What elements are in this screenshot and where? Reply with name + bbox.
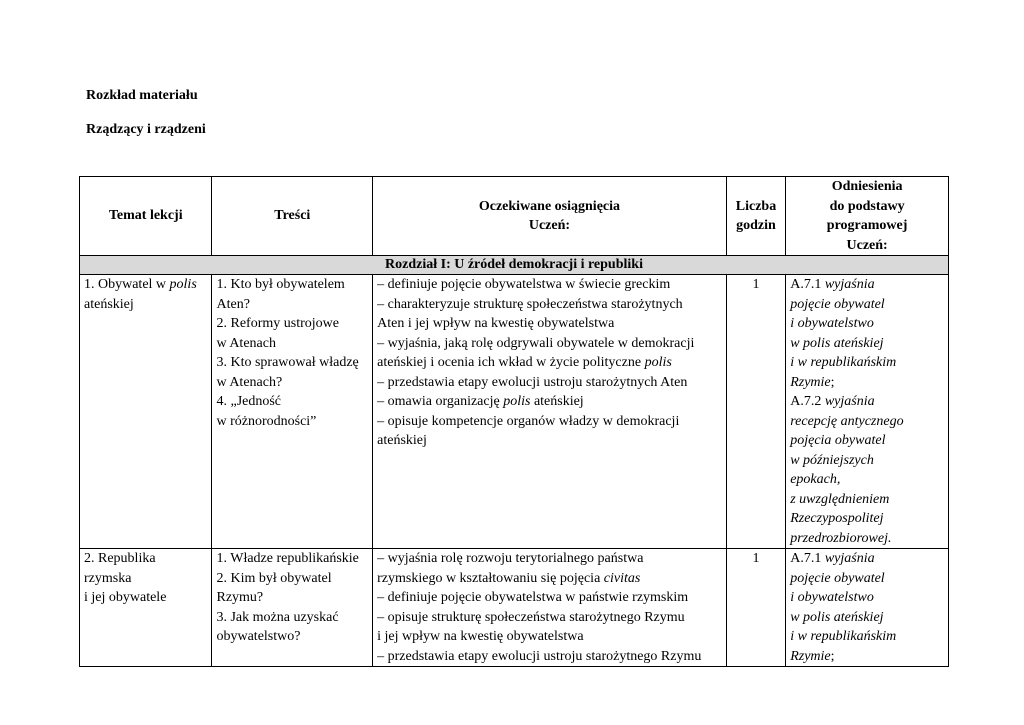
- ref-line: [790, 373, 944, 393]
- ref-line: pojęcie obywatel: [790, 570, 885, 586]
- goal-line: – opisuje kompetencje organów władzy w demokracji: [377, 413, 680, 429]
- ref-line: [790, 392, 944, 412]
- goal-line: ateńskiej: [377, 433, 427, 448]
- document-subtitle: Rządzący i rządzeni: [86, 122, 206, 137]
- goal-text-italic: polis: [503, 394, 531, 409]
- content-line: Rzymu?: [216, 590, 264, 605]
- cell-topic: [80, 549, 212, 667]
- ref-line: [790, 647, 944, 667]
- table-row: [80, 549, 949, 667]
- ref-sep: ;: [830, 374, 835, 390]
- cell-hours: 1: [726, 275, 785, 549]
- topic-line: i jej obywatele: [84, 590, 167, 605]
- ref-line: i w republikańskim: [790, 355, 897, 370]
- ref-line: w polis ateńskiej: [790, 335, 884, 351]
- header-hours-line: godzin: [736, 218, 776, 233]
- topic-line: rzymska: [84, 570, 132, 586]
- ref-line: epokach,: [790, 472, 841, 487]
- header-topic: Temat lekcji: [80, 177, 212, 256]
- cell-content: [212, 275, 373, 549]
- goal-text: ateńskiej i ocenia ich wkład w życie polityczne: [377, 355, 645, 370]
- content-line: 2. Kim był obywatel: [216, 570, 332, 586]
- header-content: Treści: [212, 177, 373, 256]
- topic-text-italic: polis: [169, 277, 197, 292]
- cell-topic: [80, 275, 212, 549]
- content-line: 1. Władze republikańskie: [216, 551, 359, 566]
- content-line: 4. „Jedność: [216, 394, 282, 409]
- table-header-row: [80, 177, 949, 256]
- header-refs-line: Uczeń:: [846, 237, 888, 253]
- cell-refs: [786, 549, 949, 667]
- ref-line: pojęcia obywatel: [790, 433, 886, 448]
- lesson-plan-table: [79, 176, 949, 667]
- content-line: w Atenach: [216, 335, 276, 351]
- goal-line: – wyjaśnia rolę rozwoju terytorialnego państwa: [377, 551, 644, 566]
- ref-line: [790, 275, 944, 295]
- ref-line: Rzeczypospolitej: [790, 511, 884, 526]
- ref-line: w późniejszych: [790, 452, 874, 468]
- cell-goals: [373, 549, 727, 667]
- goal-line: [377, 392, 722, 412]
- content-line: 2. Reformy ustrojowe: [216, 316, 339, 331]
- goal-text-italic: civitas: [603, 570, 641, 586]
- ref-sep: ;: [830, 648, 835, 664]
- goal-line: – przedstawia etapy ewolucji ustroju starożytnych Aten: [377, 374, 688, 390]
- goal-line: – wyjaśnia, jaką rolę odgrywali obywatele w demokracji: [377, 335, 695, 351]
- goal-text: rzymskiego w kształtowaniu się pojęcia: [377, 570, 604, 586]
- ref-line: z uwzględnieniem: [790, 491, 890, 507]
- ref-text: Rzymie: [790, 648, 831, 664]
- goal-line: – definiuje pojęcie obywatelstwa w świecie greckim: [377, 277, 671, 292]
- ref-line: i w republikańskim: [790, 629, 897, 644]
- cell-refs: [786, 275, 949, 549]
- section-row: [80, 256, 949, 275]
- topic-text: 1. Obywatel w: [84, 277, 170, 292]
- ref-line: recepcję antycznego: [790, 413, 904, 429]
- ref-text: wyjaśnia: [824, 551, 875, 566]
- header-goals-line: Uczeń:: [528, 218, 571, 233]
- ref-code: A.7.1: [790, 551, 825, 566]
- content-line: Aten?: [216, 296, 250, 312]
- content-line: 1. Kto był obywatelem: [216, 277, 345, 292]
- table-row: [80, 275, 949, 549]
- content-line: w Atenach?: [216, 374, 283, 390]
- goal-line: [377, 353, 722, 373]
- ref-text: wyjaśnia: [824, 277, 875, 292]
- goal-text-italic: polis: [644, 355, 672, 370]
- header-goals-line: Oczekiwane osiągnięcia: [478, 198, 621, 214]
- goal-line: Aten i jej wpływ na kwestię obywatelstwa: [377, 316, 615, 331]
- topic-text: ateńskiej: [84, 296, 134, 312]
- ref-code: A.7.1: [790, 277, 825, 292]
- goal-line: – przedstawia etapy ewolucji ustroju starożytnego Rzymu: [377, 648, 702, 664]
- header-hours-line: Liczba: [735, 198, 777, 214]
- header-refs-line: Odniesienia: [831, 179, 903, 194]
- content-line: obywatelstwo?: [216, 629, 301, 644]
- goal-text: ateńskiej: [530, 394, 584, 409]
- content-line: 3. Kto sprawował władzę: [216, 355, 359, 370]
- document-title: Rozkład materiału: [86, 88, 198, 103]
- header-refs: [786, 177, 949, 256]
- ref-line: [790, 549, 944, 569]
- cell-goals: [373, 275, 727, 549]
- ref-line: i obywatelstwo: [790, 590, 874, 605]
- content-line: 3. Jak można uzyskać: [216, 609, 339, 625]
- goal-line: [377, 569, 722, 589]
- topic-line: 2. Republika: [84, 551, 156, 566]
- goal-line: i jej wpływ na kwestię obywatelstwa: [377, 629, 584, 644]
- header-goals: [373, 177, 727, 256]
- content-line: w różnorodności”: [216, 413, 317, 429]
- goal-line: – definiuje pojęcie obywatelstwa w państwie rzymskim: [377, 590, 689, 605]
- ref-code: A.7.2: [790, 394, 825, 409]
- ref-line: przedrozbiorowej.: [790, 530, 892, 546]
- header-hours: [726, 177, 785, 256]
- section-title: Rozdział I: U źródeł demokracji i republiki: [80, 256, 949, 275]
- ref-line: i obywatelstwo: [790, 316, 874, 331]
- header-refs-line: do podstawy: [829, 198, 905, 214]
- goal-line: – opisuje strukturę społeczeństwa starożytnego Rzymu: [377, 609, 685, 625]
- cell-hours: 1: [726, 549, 785, 667]
- header-refs-line: programowej: [826, 218, 908, 233]
- cell-content: [212, 549, 373, 667]
- ref-line: w polis ateńskiej: [790, 609, 884, 625]
- goal-text: – omawia organizację: [377, 394, 504, 409]
- ref-text: wyjaśnia: [824, 394, 875, 409]
- goal-line: – charakteryzuje strukturę społeczeństwa starożytnych: [377, 296, 683, 312]
- ref-text: Rzymie: [790, 374, 831, 390]
- ref-line: pojęcie obywatel: [790, 296, 885, 312]
